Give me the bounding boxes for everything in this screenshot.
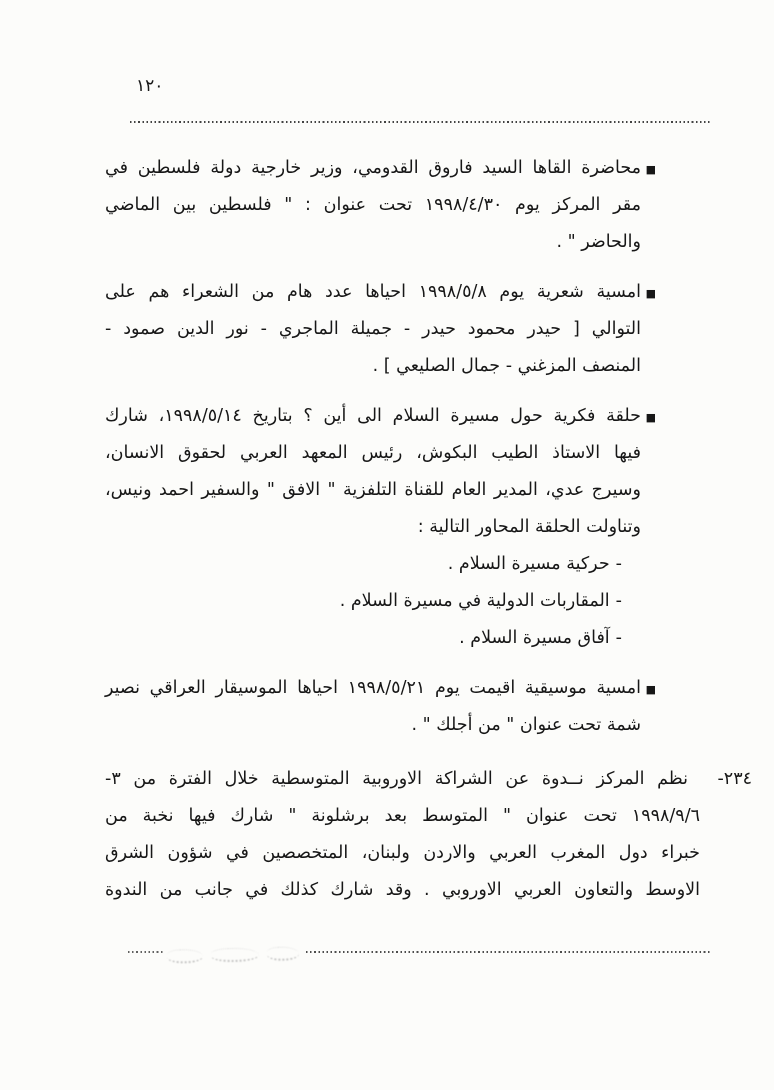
text-line: خبراء دول المغرب العربي والاردن ولبنان، المتخصصين في شؤون الشرق	[105, 843, 700, 863]
list-item	[105, 583, 622, 620]
text-line: الاوسط والتعاون العربي الاوروبي . وقد شارك كذلك في جانب من الندوة	[105, 880, 700, 900]
text-line: حلقة فكرية حول مسيرة السلام الى أين ؟ بتاريخ ١٩٩٨/٥/١٤، شارك	[105, 406, 641, 426]
text-line: فيها الاستاذ الطيب البكوش، رئيس المعهد العربي لحقوق الانسان،	[105, 443, 641, 463]
text-line: شمة تحت عنوان " من أجلك " .	[411, 715, 641, 735]
dash-marker: -	[615, 591, 622, 611]
footer-rule-left	[128, 951, 163, 953]
list-item	[105, 546, 622, 583]
page-number: ١٢٠	[136, 76, 164, 96]
item-number: ٢٣٤-	[717, 769, 752, 789]
numbered-item-seminar	[105, 761, 752, 909]
text-line: ١٩٩٨/٩/٦ تحت عنوان " المتوسط بعد برشلونة " شارك فيها نخبة من	[105, 806, 700, 826]
square-bullet-icon: ■	[645, 163, 656, 176]
list-item	[105, 620, 622, 657]
panel-topics-list	[105, 546, 622, 657]
music-lines	[105, 670, 641, 744]
footer-rule-right	[306, 951, 712, 953]
square-bullet-icon: ■	[645, 411, 656, 424]
text-line: والحاضر " .	[556, 232, 641, 252]
topic-text: حركية مسيرة السلام .	[447, 554, 610, 574]
ghost-word	[211, 947, 259, 962]
text-line: نظم المركز نــدوة عن الشراكة الاوروبية المتوسطية خلال الفترة من ٣-	[105, 769, 688, 789]
bullet-item-lecture	[105, 150, 656, 261]
dash-marker: -	[615, 628, 622, 648]
text-line: امسية شعرية يوم ١٩٩٨/٥/٨ احياها عدد هام من الشعراء هم على	[105, 282, 641, 302]
text-line: وتناولت الحلقة المحاور التالية :	[417, 517, 641, 537]
square-bullet-icon: ■	[645, 287, 656, 300]
bullet-item-panel	[105, 398, 656, 657]
ghost-script-marks	[163, 939, 304, 971]
panel-lines	[105, 398, 641, 546]
text-line: محاضرة القاها السيد فاروق القدومي، وزير خارجية دولة فلسطين في	[105, 158, 641, 178]
text-line: امسية موسيقية اقيمت يوم ١٩٩٨/٥/٢١ احياها الموسيقار العراقي نصير	[105, 678, 641, 698]
poetry-lines	[105, 274, 641, 385]
ghost-word	[267, 946, 299, 961]
dash-marker: -	[615, 554, 622, 574]
text-line: وسيرج عدي، المدير العام للقناة التلفزية " الافق " والسفير احمد ونيس،	[105, 480, 641, 500]
bullet-item-poetry-evening	[105, 274, 656, 385]
text-line: التوالي [ حيدر محمود حيدر - جميلة الماجري - نور الدين صمود -	[105, 319, 641, 339]
topic-text: المقاربات الدولية في مسيرة السلام .	[339, 591, 610, 611]
header-rule	[130, 121, 712, 123]
ghost-word	[167, 949, 203, 964]
square-bullet-icon: ■	[645, 683, 656, 696]
page-content	[105, 150, 752, 909]
lecture-lines	[105, 150, 641, 261]
seminar-lines	[105, 761, 700, 909]
bullet-item-music-evening	[105, 670, 656, 744]
text-line: المنصف المزغني - جمال الصليعي ] .	[372, 356, 641, 376]
text-line: مقر المركز يوم ١٩٩٨/٤/٣٠ تحت عنوان : " فلسطين بين الماضي	[105, 195, 641, 215]
topic-text: آفاق مسيرة السلام .	[459, 628, 610, 648]
